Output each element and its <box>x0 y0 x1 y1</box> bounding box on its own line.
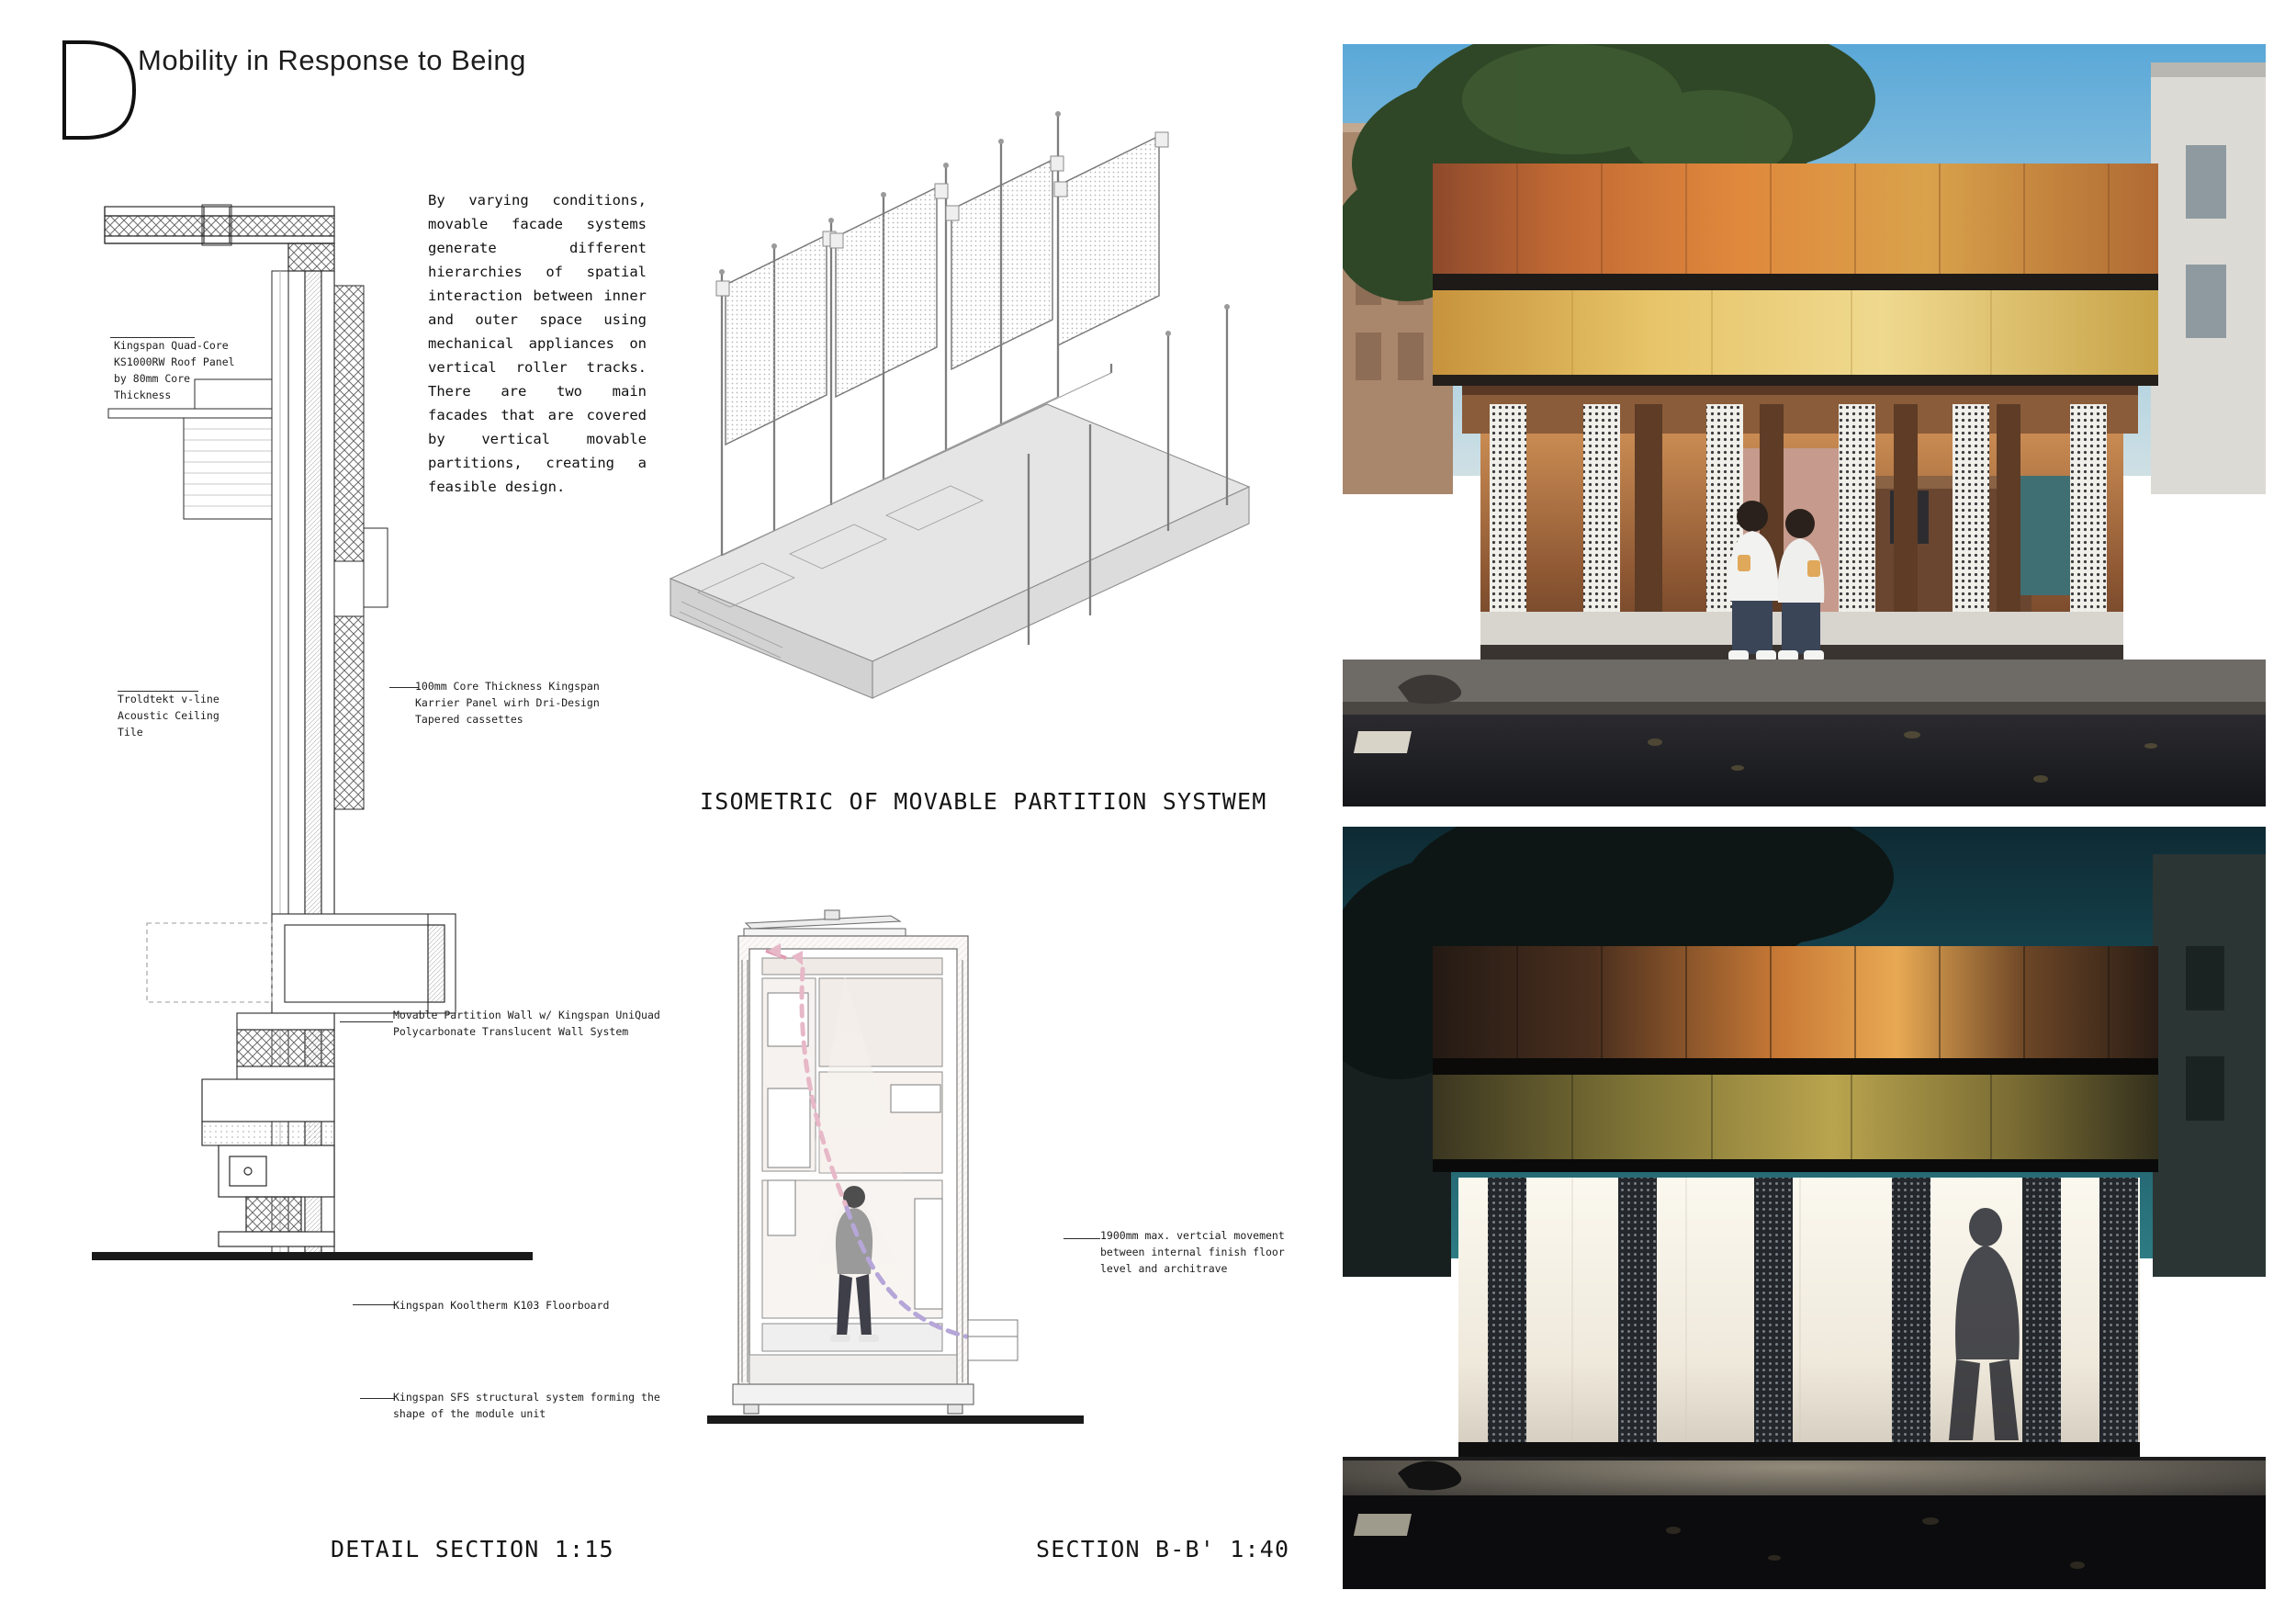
annotation-karrier-panel: 100mm Core Thickness Kingspan Karrier Panel wirh Dri-Design Tapered cassettes <box>415 680 600 726</box>
annotation-sfs-system: Kingspan SFS structural system forming the shape of the module unit <box>393 1391 660 1420</box>
leader-line-sfs <box>360 1398 395 1399</box>
sheet-letter <box>57 35 140 145</box>
caption-detail-section: DETAIL SECTION 1:15 <box>331 1536 614 1562</box>
intro-paragraph: By varying conditions, movable facade systems generate different hierarchies of spatial interaction between inner and outer space using mechanical appliances on vertical roller tracks. There are two main facades that are covered by vertical movable partitions, creating a feasible design. <box>428 192 647 495</box>
section-bb-drawing <box>707 905 1093 1456</box>
caption-isometric: ISOMETRIC OF MOVABLE PARTITION SYSTWEM <box>700 788 1267 815</box>
annotation-floorboard: Kingspan Kooltherm K103 Floorboard <box>393 1299 610 1312</box>
annotation-ceiling-tile: Troldtekt v-line Acoustic Ceiling Tile <box>118 693 219 739</box>
leader-line-floorboard <box>353 1304 395 1305</box>
annotation-movable-wall: Movable Partition Wall w/ Kingspan UniQuad Polycarbonate Translucent Wall System <box>393 1009 660 1038</box>
daytime-street-view-render <box>1343 44 2266 806</box>
caption-section-bb: SECTION B-B' 1:40 <box>1036 1536 1290 1562</box>
nighttime-street-view-render <box>1343 827 2266 1589</box>
annotation-vertical-movement: 1900mm max. vertcial movement between internal finish floor level and architrave <box>1100 1229 1285 1275</box>
isometric-partition-drawing <box>643 101 1286 744</box>
leader-line-movable-wall <box>340 1021 393 1022</box>
annotation-roof-panel: Kingspan Quad-Core KS1000RW Roof Panel by 80mm Core Thickness <box>114 339 235 401</box>
leader-line-movement <box>1064 1238 1100 1239</box>
page-title: Mobility in Response to Being <box>138 44 526 76</box>
sheet-letter-glyph <box>57 35 140 145</box>
